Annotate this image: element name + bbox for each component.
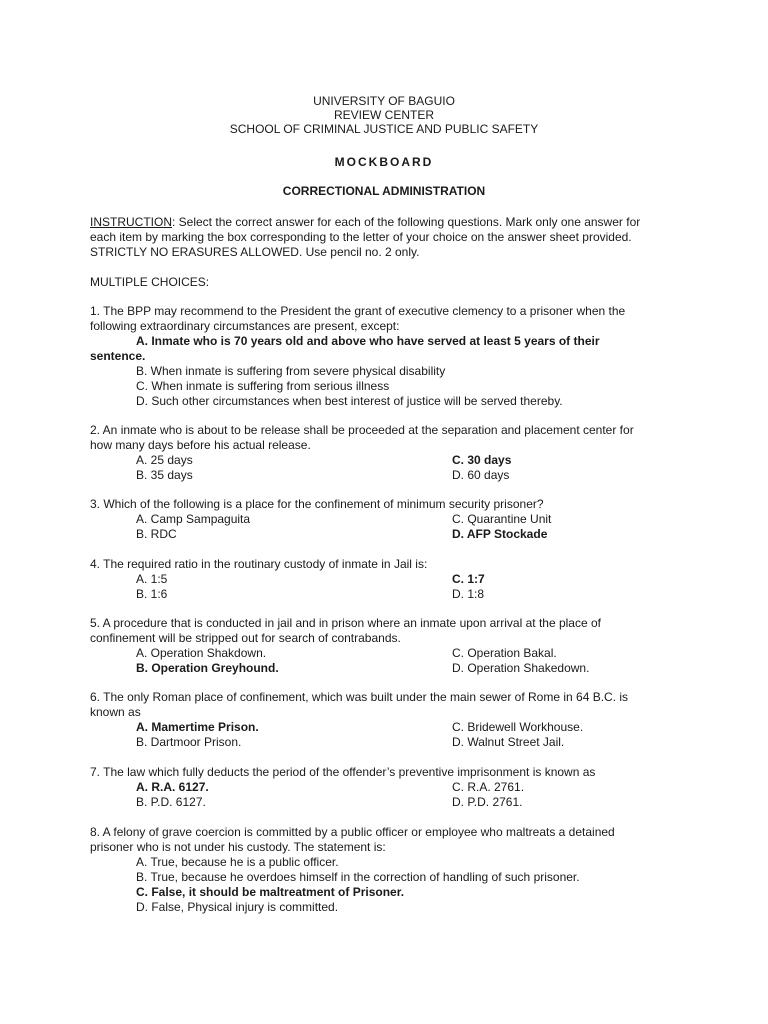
option-b: B. P.D. 6127. (136, 795, 206, 809)
question-stem: 3. Which of the following is a place for the confinement of minimum security prisoner? (90, 497, 544, 511)
question-stem: how many days before his actual release. (90, 438, 311, 452)
section-label: MULTIPLE CHOICES: (90, 275, 210, 289)
review-center-name: REVIEW CENTER (333, 108, 434, 122)
option-a: A. Mamertime Prison. (136, 720, 259, 734)
option-d: D. Such other circumstances when best interest of justice will be served thereby. (136, 394, 563, 408)
question-stem: following extraordinary circumstances are present, except: (90, 319, 400, 333)
question-4 (90, 557, 680, 602)
question-stem: confinement will be stripped out for search of contrabands. (90, 631, 401, 645)
school-name: SCHOOL OF CRIMINAL JUSTICE AND PUBLIC SAFETY (229, 122, 539, 136)
option-d: D. False, Physical injury is committed. (136, 900, 339, 914)
option-a-continued: sentence. (90, 349, 146, 363)
instruction-label: INSTRUCTION (90, 215, 172, 229)
option-c: C. False, it should be maltreatment of Prisoner. (136, 885, 405, 899)
option-c: C. Operation Bakal. (452, 646, 557, 660)
question-6 (90, 690, 680, 750)
question-8 (90, 825, 680, 915)
option-b: B. True, because he overdoes himself in the correction of handling of such prisoner. (136, 870, 580, 884)
option-b: B. 1:6 (136, 587, 168, 601)
option-c: C. R.A. 2761. (452, 780, 525, 794)
option-b: B. RDC (136, 527, 177, 541)
question-5 (90, 616, 680, 676)
option-d: D. Operation Shakedown. (452, 661, 590, 675)
question-stem: 6. The only Roman place of confinement, which was built under the main sewer of Rome in 64 B.C. is (90, 690, 629, 704)
option-a: A. R.A. 6127. (136, 780, 209, 794)
question-stem: known as (90, 705, 141, 719)
options-grid (90, 780, 680, 810)
question-1 (90, 304, 680, 409)
options-grid (90, 453, 680, 483)
option-a: A. True, because he is a public officer. (136, 855, 339, 869)
question-7 (90, 765, 680, 810)
instruction-block (90, 215, 680, 260)
option-a: A. Camp Sampaguita (136, 512, 251, 526)
instruction-line-2: each item by marking the box corresponding to the letter of your choice on the answer sheet provided. (90, 230, 632, 244)
question-2 (90, 423, 680, 483)
option-a: A. 25 days (136, 453, 193, 467)
question-stem: 5. A procedure that is conducted in jail and in prison where an inmate upon arrival at the place of (90, 616, 601, 630)
subject-title: CORRECTIONAL ADMINISTRATION (282, 184, 486, 198)
question-3 (90, 497, 680, 542)
option-b: B. 35 days (136, 468, 193, 482)
option-a: A. Operation Shakdown. (136, 646, 267, 660)
question-stem: 7. The law which fully deducts the period of the offender’s preventive imprisonment is known as (90, 765, 596, 779)
option-c: C. When inmate is suffering from serious illness (136, 379, 390, 393)
option-d: D. Walnut Street Jail. (452, 735, 565, 749)
question-stem: 8. A felony of grave coercion is committed by a public officer or employee who maltreats a detained (90, 825, 615, 839)
option-c: C. 30 days (452, 453, 512, 467)
instruction-line-3: STRICTLY NO ERASURES ALLOWED. Use pencil no. 2 only. (90, 245, 420, 259)
exam-title: MOCKBOARD (334, 155, 434, 169)
question-stem: 1. The BPP may recommend to the President the grant of executive clemency to a prisoner when the (90, 304, 626, 318)
option-b: B. Operation Greyhound. (136, 661, 279, 675)
options-grid (90, 572, 680, 602)
option-d: D. 1:8 (452, 587, 485, 601)
option-c: C. Bridewell Workhouse. (452, 720, 584, 734)
option-c: C. Quarantine Unit (452, 512, 552, 526)
options-grid (90, 646, 680, 676)
option-a: A. Inmate who is 70 years old and above who have served at least 5 years of their (136, 334, 600, 348)
options-grid (90, 512, 680, 542)
question-stem: prisoner who is not under his custody. The statement is: (90, 840, 386, 854)
option-d: D. 60 days (452, 468, 510, 482)
instruction-line-1: INSTRUCTION: Select the correct answer for each of the following questions. Mark only one answer for (90, 215, 641, 229)
question-stem: 4. The required ratio in the routinary custody of inmate in Jail is: (90, 557, 428, 571)
option-c: C. 1:7 (452, 572, 485, 586)
option-a: A. 1:5 (136, 572, 168, 586)
option-b: B. When inmate is suffering from severe physical disability (136, 364, 446, 378)
university-name: UNIVERSITY OF BAGUIO (313, 94, 455, 108)
option-d: D. AFP Stockade (452, 527, 548, 541)
question-stem: 2. An inmate who is about to be release shall be proceeded at the separation and placement center for (90, 423, 634, 437)
option-d: D. P.D. 2761. (452, 795, 523, 809)
option-b: B. Dartmoor Prison. (136, 735, 242, 749)
options-grid (90, 720, 680, 750)
